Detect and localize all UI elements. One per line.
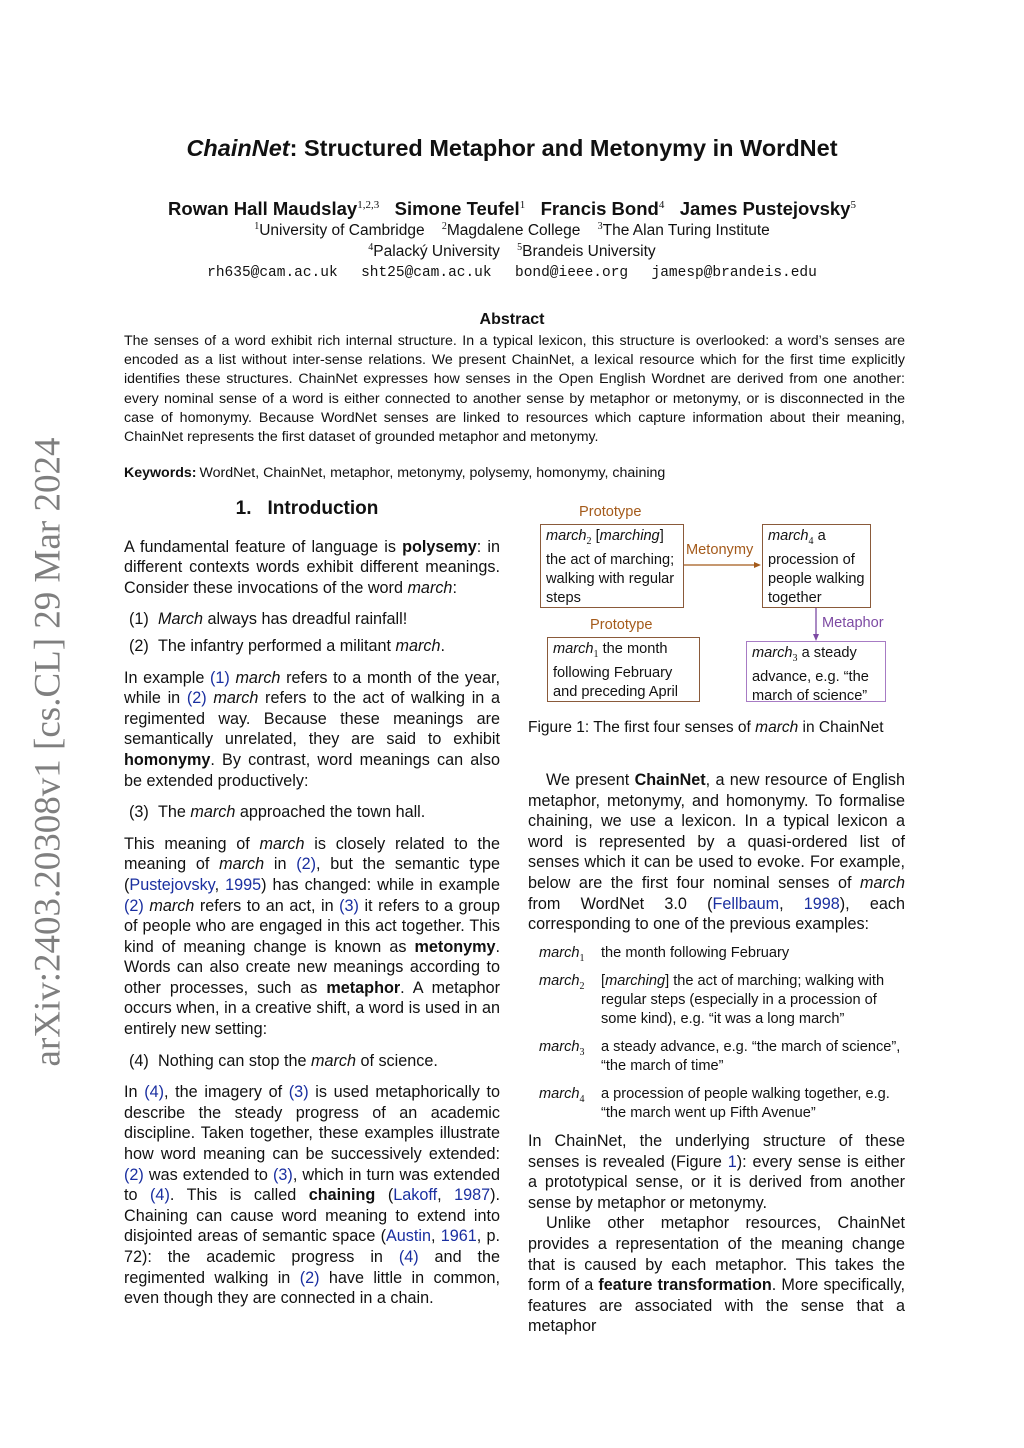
example-ref-link[interactable]: (4) — [150, 1186, 170, 1205]
affiliation: Magdalene College — [446, 222, 581, 240]
section-title: Introduction — [267, 498, 379, 519]
citation-link[interactable]: Fellbaum — [712, 894, 780, 913]
author-name: James Pustejovsky — [679, 198, 851, 219]
citation-year-link[interactable]: 1987 — [454, 1186, 491, 1205]
affiliation: Palacký University — [373, 243, 500, 261]
citation-link[interactable]: Lakoff — [393, 1186, 438, 1205]
paper-title — [0, 135, 1024, 162]
paragraph: Unlike other metaphor resources, ChainNet provides a representation of the meaning change that is caused by each metaphor. This takes the form of a feature transformation. More specifically, features are associated with the sense that a metaphor — [528, 1214, 906, 1336]
arxiv-sidebar-stamp — [18, 437, 78, 1067]
prototype-label: Prototype — [579, 504, 642, 520]
sense-entry: march$_2$ [marching] the act of marching; walking with regular steps (especially in a procession of some kind), e.g. “it was a long march” — [539, 973, 885, 1027]
author-name: Simone Teufel — [394, 198, 520, 219]
example-ref-link[interactable]: (2) — [296, 855, 317, 874]
sense-entry: march$_1$ the month following February — [539, 945, 790, 964]
sense-box-march-3: march$_3$ a steady advance, e.g. “the march of science” — [746, 641, 886, 702]
figure-caption: Figure 1: The first four senses of march in ChainNet — [528, 719, 884, 736]
affiliations-line-2: $^4$Palacký University $^5$Brandeis University — [368, 242, 656, 261]
affiliation: Brandeis University — [522, 243, 656, 261]
section-number: 1. — [235, 498, 252, 519]
sense-entry: march$_4$ a procession of people walking together, e.g. “the march went up Fifth Avenue” — [539, 1086, 890, 1121]
paragraph: In ChainNet, the underlying structure of these senses is revealed (Figure 1): every sense is either a prototypical sense, or it is derived from another sense by metaphor or metonymy. — [528, 1132, 906, 1212]
title-italic: ChainNet — [186, 135, 290, 161]
citation-year-link[interactable]: 1995 — [225, 875, 262, 894]
paragraph: A fundamental feature of language is polysemy: in different contexts words exhibit different meanings. Consider these invocations of the word march: — [124, 537, 500, 597]
example-4: (4) Nothing can stop the march of science. — [129, 1051, 438, 1070]
example-ref-link[interactable]: (2) — [186, 689, 207, 708]
keywords — [124, 465, 905, 481]
metaphor-arrowhead — [813, 634, 819, 641]
paragraph: We present ChainNet, a new resource of English metaphor, metonymy, and homonymy. To formalise chaining, we use a lexicon. In a typical lexicon a word is represented by a quasi-ordered list of senses which it can be used to evoke. For example, below are the first four nominal senses of march from WordNet 3.0 (Fellbaum, 1998), each corresponding to one of the previous examples: — [528, 771, 905, 934]
metaphor-label: Metaphor — [822, 615, 884, 631]
title-rest: : Structured Metaphor and Metonymy in WordNet — [289, 135, 838, 161]
citation-link[interactable]: Austin — [385, 1227, 431, 1246]
paragraph: This meaning of march is closely related to the meaning of march in (2), but the semantic type (Pustejovsky, 1995) has changed: while in example (2) march refers to an act, in (3) it refers to a group of people who are engaged in this act together. This kind of meaning change is known as metonymy. Words can also create new meanings according to other processes, such as metaphor. A metaphor occurs when, in a creative shift, a word is used in an entirely new setting: — [124, 834, 501, 1039]
arxiv-id: arXiv:2403.20308v1 [cs.CL] 29 Mar 2024 — [27, 437, 69, 1067]
metonymy-arrowhead — [754, 562, 761, 568]
left-column — [124, 499, 500, 1309]
example-ref-link[interactable]: (4) — [144, 1083, 164, 1102]
author-list: Rowan Hall Maudslay$^{1,2,3}$ Simone Teufel$^1$ Francis Bond$^4$ James Pustejovsky$^5$ — [168, 198, 856, 219]
author-name: Rowan Hall Maudslay — [168, 198, 358, 219]
abstract-text: The senses of a word exhibit rich internal structure. In a typical lexicon, this structure is overlooked: a word’s senses are encoded as a list without inter-sense relations. We present ChainNet, a lexical resource which for the first time explicitly identifies these structures. ChainNet expresses how senses in the Open English Wordnet are derived from one another: every nominal sense of a word is either connected to another sense by metaphor or metonymy, or is disconnected in the case of homonymy. Because WordNet senses are linked to resources which capture information about their meaning, ChainNet represents the first dataset of grounded metaphor and metonymy. — [124, 333, 905, 446]
author-emails: rh635@cam.ac.uk sht25@cam.ac.uk bond@ieee.org jamesp@brandeis.edu — [207, 265, 817, 281]
right-column-lower — [528, 1131, 905, 1337]
example-ref-link[interactable]: (3) — [339, 896, 359, 915]
example-ref-link[interactable]: (3) — [273, 1165, 293, 1184]
citation-year-link[interactable]: 1961 — [440, 1227, 477, 1246]
affiliation: University of Cambridge — [259, 222, 425, 240]
sense-box-march-4: march$_4$ a procession of people walking together — [762, 524, 871, 608]
example-ref-link[interactable]: (2) — [299, 1268, 320, 1287]
figure-1 — [528, 498, 908, 748]
prototype-label: Prototype — [590, 617, 653, 633]
example-2: (2) The infantry performed a militant march. — [129, 636, 446, 655]
citation-link[interactable]: Pustejovsky — [129, 875, 215, 894]
paragraph: In (4), the imagery of (3) is used metaphorically to describe the steady progress of an academic discipline. Taken together, these examples illustrate how word meaning can be successively extended: (2) was extended to (3), which in turn was extended to (4). This is called chaining (Lakoff, 1987). Chaining can cause word meaning to extend into disjointed areas of semantic space (Austin, 1961, p. 72): the academic progress in (4) and the regimented walking in (2) have little in common, even though they are connected in a chain. — [124, 1083, 501, 1308]
example-3: (3) The march approached the town hall. — [129, 803, 426, 822]
sense-box-march-1: march$_1$ the month following February and preceding April — [547, 637, 700, 702]
keywords-label: Keywords: — [124, 465, 197, 481]
right-column — [528, 770, 905, 935]
example-ref-link[interactable]: (2) — [124, 1165, 144, 1184]
abstract-heading: Abstract — [479, 311, 545, 328]
sense-list — [539, 944, 909, 1124]
keywords-text: WordNet, ChainNet, metaphor, metonymy, polysemy, homonymy, chaining — [199, 465, 666, 481]
citation-year-link[interactable]: 1998 — [803, 894, 840, 913]
example-ref-link[interactable]: (2) — [124, 896, 144, 915]
affiliation: The Alan Turing Institute — [602, 222, 770, 240]
author-name: Francis Bond — [540, 198, 659, 219]
example-ref-link[interactable]: (4) — [398, 1248, 419, 1266]
sense-box-march-2: march$_2$ [marching] the act of marching; walking with regular steps — [540, 524, 684, 608]
section-heading — [114, 499, 500, 520]
paragraph: In example (1) march refers to a month of the year, while in (2) march refers to the act of walking in a regimented way. Because these meanings are semantically unrelated, they are said to exhibit homonymy. By contrast, word meanings can also be extended productively: — [124, 668, 500, 790]
affiliations-line-1: $^1$University of Cambridge $^2$Magdalene College $^3$The Alan Turing Institute — [254, 221, 770, 240]
example-ref-link[interactable]: (1) — [210, 668, 230, 687]
example-1: (1) March always has dreadful rainfall! — [129, 610, 408, 629]
metonymy-label: Metonymy — [686, 542, 754, 558]
sense-entry: march$_3$ a steady advance, e.g. “the march of science”, “the march of time” — [539, 1039, 901, 1074]
figure-ref-link[interactable]: 1 — [727, 1152, 737, 1171]
example-ref-link[interactable]: (3) — [288, 1083, 309, 1102]
